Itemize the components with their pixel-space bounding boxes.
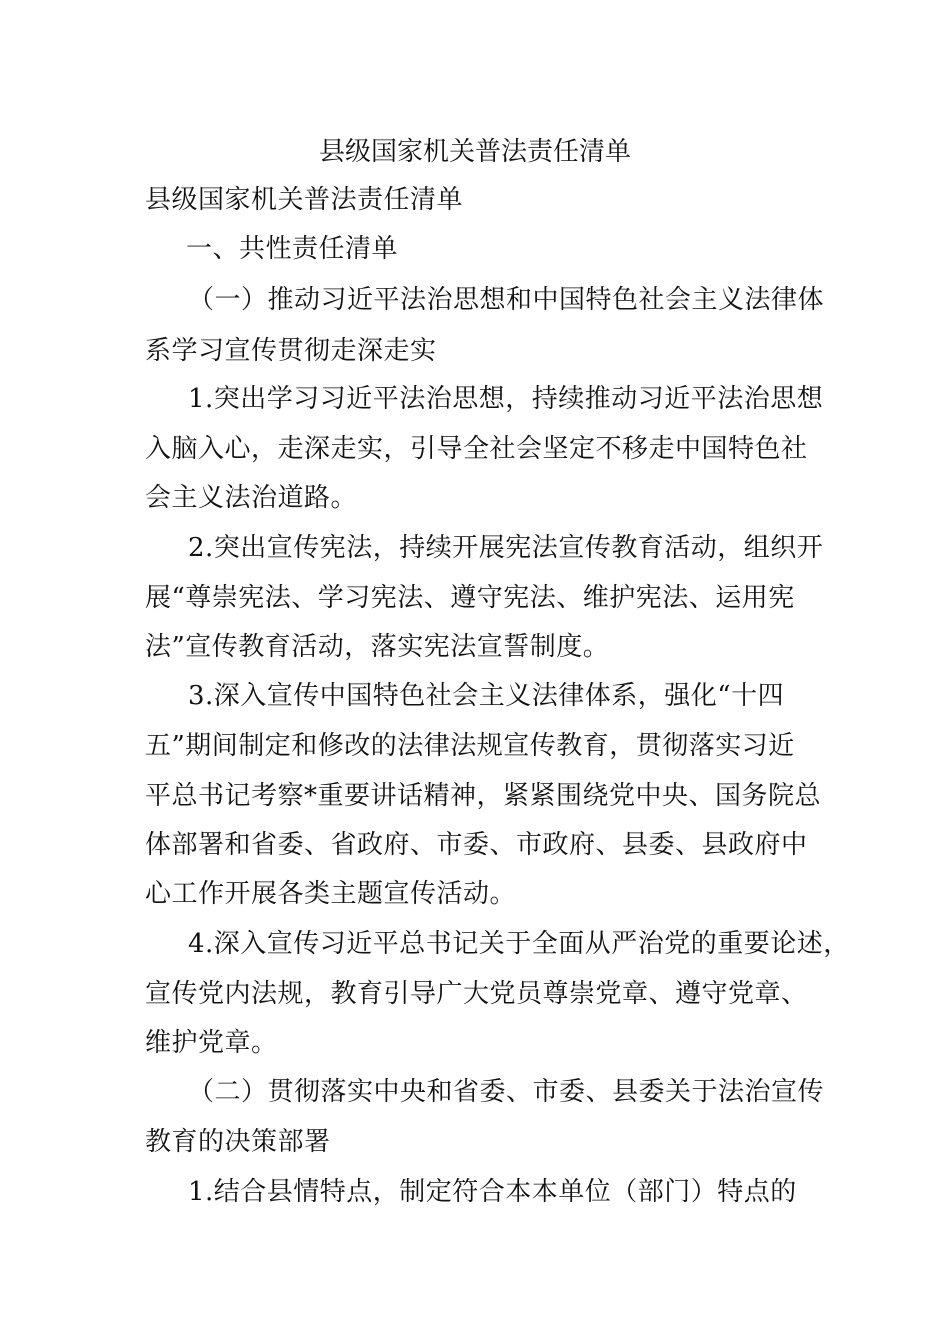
subsection-heading-1-cont: 系学习宣传贯彻走深走实 — [145, 336, 437, 366]
paragraph-line: 体部署和省委、省政府、市委、市政府、县委、县政府中 — [145, 830, 808, 860]
subtitle-line: 县级国家机关普法责任清单 — [145, 185, 464, 215]
paragraph-line: 平总书记考察*重要讲话精神，紧紧围绕党中央、国务院总 — [145, 781, 822, 811]
paragraph-line: 4.深入宣传习近平总书记关于全面从严治党的重要论述， — [188, 929, 850, 959]
paragraph-line: 心工作开展各类主题宣传活动。 — [145, 879, 517, 909]
subsection-heading-1: （一）推动习近平法治思想和中国特色社会主义法律体 — [188, 285, 825, 315]
paragraph-line: 2.突出宣传宪法，持续开展宪法宣传教育活动，组织开 — [188, 533, 824, 563]
paragraph-line: 会主义法治道路。 — [145, 483, 358, 513]
paragraph-line: 3.深入宣传中国特色社会主义法律体系，强化“十四 — [188, 681, 785, 711]
paragraph-line: 1.结合县情特点，制定符合本本单位（部门）特点的 — [188, 1177, 797, 1207]
paragraph-line: 法”宣传教育活动，落实宪法宣誓制度。 — [145, 632, 610, 662]
subsection-heading-2-cont: 教育的决策部署 — [145, 1127, 331, 1157]
document-title: 县级国家机关普法责任清单 — [318, 137, 631, 167]
subsection-heading-2: （二）贯彻落实中央和省委、市委、县委关于法治宣传 — [188, 1077, 825, 1107]
paragraph-line: 宣传党内法规，教育引导广大党员尊崇党章、遵守党章、 — [145, 979, 808, 1009]
paragraph-line: 入脑入心，走深走实，引导全社会坚定不移走中国特色社 — [145, 434, 808, 464]
section-heading-1: 一、共性责任清单 — [186, 234, 399, 264]
paragraph-line: 五”期间制定和修改的法律法规宣传教育，贯彻落实习近 — [145, 731, 795, 761]
paragraph-line: 维护党章。 — [145, 1028, 278, 1058]
paragraph-line: 展“尊崇宪法、学习宪法、遵守宪法、维护宪法、运用宪 — [145, 583, 795, 613]
paragraph-line: 1.突出学习习近平法治思想，持续推动习近平法治思想 — [188, 384, 824, 414]
